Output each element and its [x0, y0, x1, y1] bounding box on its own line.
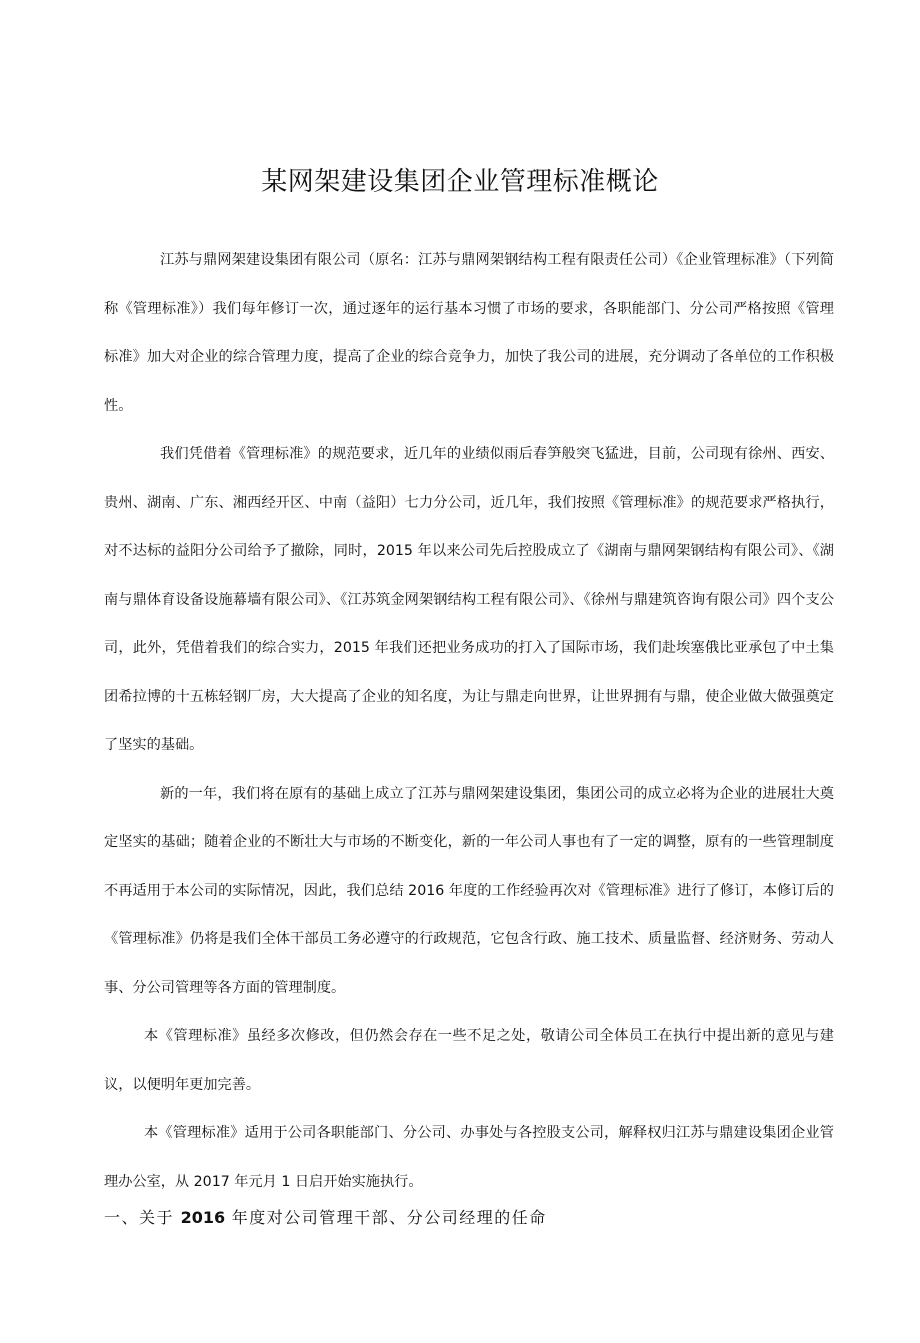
section-heading-year: 2016 — [180, 1208, 226, 1227]
section-heading-suffix: 年度对公司管理干部、分公司经理的任命 — [231, 1208, 547, 1227]
section-heading-prefix: 一、关于 — [104, 1208, 175, 1227]
feedback-paragraph: 本《管理标准》虽经多次修改，但仍然会存在一些不足之处，敬请公司全体员工在执行中提出新的意见与建议，以便明年更加完善。 — [104, 1028, 834, 1093]
section-heading — [104, 1204, 834, 1232]
achievements-paragraph: 我们凭借着《管理标准》的规范要求，近几年的业绩似雨后春笋般突飞猛进，目前，公司现有徐州、西安、贵州、湖南、广东、湘西经开区、中南（益阳）七力分公司，近几年，我们按照《管理标准》的规范要求严格执行，对不达标的益阳分公司给予了撤除，同时，2015 年以来公司先后控股成立了《湖南与鼎网架钢结构有限公司》、《湖南与鼎体育设备设施幕墙有限公司》、《江苏筑金网架钢结构工程有限公司》、《徐州与鼎建筑咨询有限公司》四个支公司，此外，凭借着我们的综合实力，2015 年我们还把业务成功的打入了国际市场，我们赴埃塞俄比亚承包了中土集团希拉博的十五栋轻钢厂房，大大提高了企业的知名度，为让与鼎走向世界，让世界拥有与鼎，使企业做大做强奠定了坚实的基础。 — [104, 446, 834, 753]
revision-paragraph: 新的一年，我们将在原有的基础上成立了江苏与鼎网架建设集团，集团公司的成立必将为企业的进展壮大奠定坚实的基础；随着企业的不断壮大与市场的不断变化，新的一年公司人事也有了一定的调整，原有的一些管理制度不再适用于本公司的实际情况，因此，我们总结 2016 年度的工作经验再次对《管理标准》进行了修订，本修订后的《管理标准》仍将是我们全体干部员工务必遵守的行政规范，它包含行政、施工技术、质量监督、经济财务、劳动人事、分公司管理等各方面的管理制度。 — [104, 785, 834, 996]
scope-paragraph: 本《管理标准》适用于公司各职能部门、分公司、办事处与各控股支公司，解释权归江苏与鼎建设集团企业管理办公室，从 2017 年元月 1 日启开始实施执行。 — [104, 1125, 834, 1190]
document-title: 某网架建设集团企业管理标准概论 — [261, 167, 659, 197]
intro-paragraph: 江苏与鼎网架建设集团有限公司（原名：江苏与鼎网架钢结构工程有限责任公司）《企业管理标准》（下列简称《管理标准》）我们每年修订一次，通过逐年的运行基本习惯了市场的要求，各职能部门、分公司严格按照《管理标准》加大对企业的综合管理力度，提高了企业的综合竞争力，加快了我公司的进展，充分调动了各单位的工作积极性。 — [104, 252, 834, 414]
document-body — [104, 236, 834, 1206]
